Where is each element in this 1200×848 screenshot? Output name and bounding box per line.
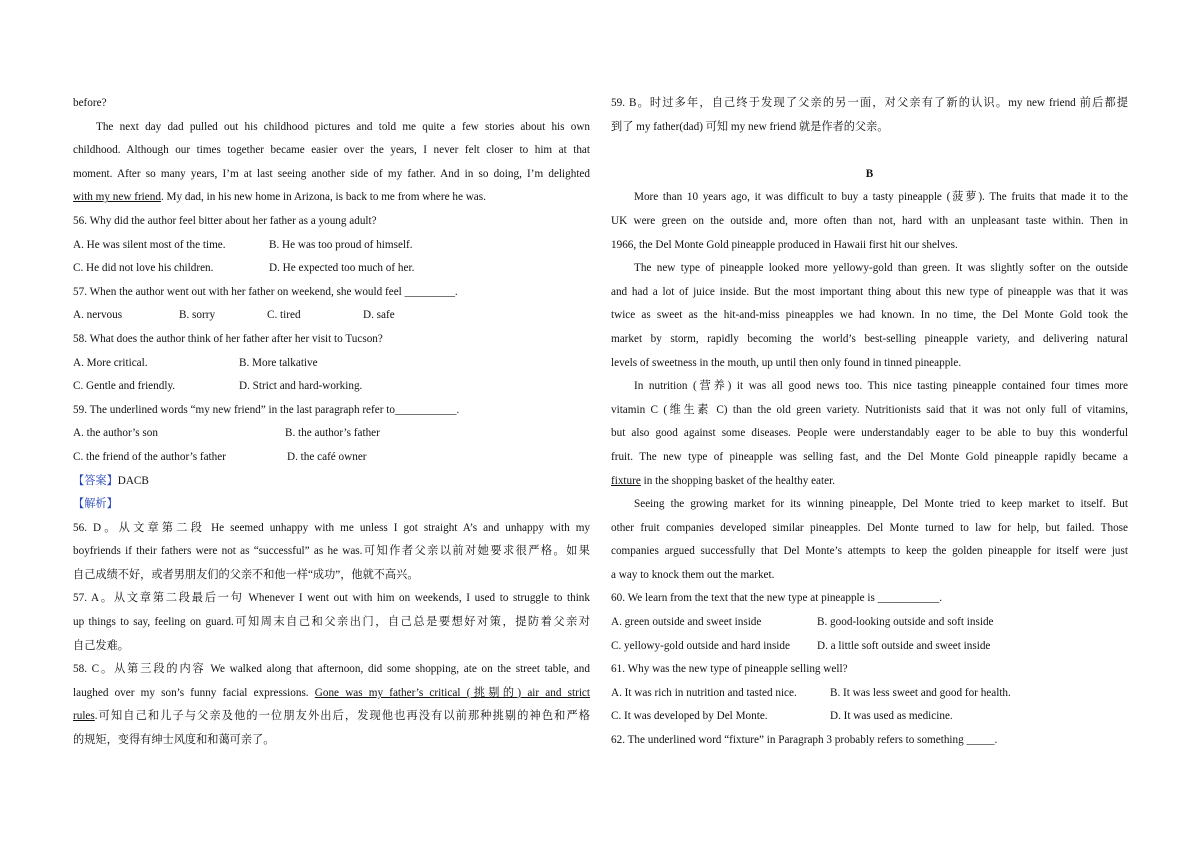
underlined-word: fixture	[611, 474, 641, 487]
question-61-options-row	[611, 705, 1128, 729]
explanation-line: 56. D。从文章第二段 He seemed unhappy with me unless I got straight A’s and unhappy with my	[73, 521, 590, 534]
option-d: D. the café owner	[287, 450, 367, 463]
question-60-stem: 60. We learn from the text that the new type at pineapple is ___________.	[611, 592, 943, 605]
passage-line: Seeing the growing market for its winning pineapple, Del Monte tried to keep market to itself. But	[634, 498, 1128, 511]
explanation-line: 到了 my father(dad) 可知 my new friend 就是作者的父亲。	[611, 120, 889, 133]
explanation-line: 自己发难。	[73, 639, 129, 652]
explanation-line: 58. C。从第三段的内容 We walked along that afternoon, did some shopping, ate on the street table, and	[73, 663, 590, 676]
explanation-line: rules.可知自己和儿子与父亲及他的一位朋友外出后，发现他也再没有以前那种挑剔的神色和严格	[73, 710, 590, 723]
option-c: C. yellowy-gold outside and hard inside	[611, 639, 790, 652]
option-d: D. Strict and hard-working.	[239, 380, 363, 393]
explanation-line: 的规矩，变得有绅士风度和和蔼可亲了。	[73, 734, 275, 747]
explanation-line: boyfriends if their fathers were not as “successful” as he was.可知作者父亲以前对她要求很严格。如果	[73, 545, 590, 558]
option-c: C. It was developed by Del Monte.	[611, 710, 768, 723]
option-d: D. a little soft outside and sweet inside	[817, 639, 991, 652]
passage-line: fixture in the shopping basket of the healthy eater.	[611, 474, 836, 487]
underlined-phrase: Gone was my father’s critical (挑剔的) air and strict	[314, 686, 590, 699]
section-heading: B	[865, 167, 874, 180]
question-58-options-row	[73, 375, 590, 399]
option-a: A. It was rich in nutrition and tasted nice.	[611, 686, 797, 699]
question-61-options-row	[611, 682, 1128, 706]
passage-line: fruit. The new type of pineapple was selling fast, and the Del Monte Gold pineapple rapidly became a	[611, 450, 1128, 463]
option-b: B. the author’s father	[285, 427, 380, 440]
explanation-line: laughed over my son’s funny facial expressions. Gone was my father’s critical (挑剔的) air and strict	[73, 686, 590, 699]
passage-line: twice as sweet as the hit-and-miss pineapples we had known. In no time, the Del Monte Gold took the	[611, 309, 1128, 322]
explanation-line: 57. A。从文章第二段最后一句 Whenever I went out with him on weekends, I used to struggle to think	[73, 592, 590, 605]
question-60-options-row	[611, 611, 1128, 635]
option-a: A. nervous	[73, 309, 123, 322]
passage-line: UK were green on the outside and, more often than not, hard with an unpleasant taste within. Then in	[611, 214, 1128, 227]
passage-line: market by storm, rapidly becoming the world’s best-selling pineapple variety, and delivering natural	[611, 332, 1128, 345]
option-a: A. More critical.	[73, 356, 148, 369]
question-59-options-row	[73, 446, 590, 470]
option-c: C. Gentle and friendly.	[73, 380, 176, 393]
passage-line: with my new friend. My dad, in his new home in Arizona, is back to me from where he was.	[73, 191, 486, 204]
option-c: C. the friend of the author’s father	[73, 450, 226, 463]
option-b: B. It was less sweet and good for health.	[830, 686, 1011, 699]
option-b: B. sorry	[179, 309, 216, 322]
passage-line: The new type of pineapple looked more yellowy-gold than green. It was slightly softer on the outside	[634, 262, 1128, 275]
passage-line: moment. After so many years, I’m at last seeing another side of my father. And in so doing, I’m delighted	[73, 167, 590, 180]
question-59-options-row	[73, 422, 590, 446]
explanation-line: 59. B。时过多年，自己终于发现了父亲的另一面，对父亲有了新的认识。my new friend 前后都提	[611, 97, 1128, 109]
passage-line: other fruit companies developed similar pineapples. Del Monte turned to law for help, but failed. Those	[611, 521, 1128, 534]
passage-line: but also good against some diseases. People were understandably eager to be able to buy this wonderful	[611, 427, 1128, 440]
question-59-stem: 59. The underlined words “my new friend” in the last paragraph refer to___________.	[73, 403, 460, 416]
option-c: C. He did not love his children.	[73, 262, 214, 275]
passage-line: 1966, the Del Monte Gold pineapple produced in Hawaii first hit our shelves.	[611, 238, 958, 251]
answer-label: 【答案】	[73, 474, 118, 487]
answer-line	[73, 470, 590, 494]
spacer	[611, 139, 1128, 163]
explanation-line: up things to say, feeling on guard.可知周末自己和父亲出门，自己总是要想好对策，提防着父亲对	[73, 616, 590, 629]
passage-line: and had a lot of juice inside. But the most important thing about this new type of pineapple was that it was	[611, 285, 1128, 298]
question-60-options-row	[611, 635, 1128, 659]
question-62-stem: 62. The underlined word “fixture” in Paragraph 3 probably refers to something _____.	[611, 734, 998, 747]
question-58-stem: 58. What does the author think of her father after her visit to Tucson?	[73, 332, 383, 345]
question-58-options-row	[73, 352, 590, 376]
answer-value: DACB	[117, 474, 149, 487]
option-d: D. He expected too much of her.	[269, 262, 415, 275]
question-61-stem: 61. Why was the new type of pineapple selling well?	[611, 663, 848, 676]
passage-line: childhood. Although our times together became easier over the years, I never felt closer to him at that	[73, 144, 590, 157]
option-a: A. green outside and sweet inside	[611, 616, 762, 629]
passage-line: a way to knock them out the market.	[611, 568, 775, 581]
passage-line: levels of sweetness in the mouth, up until then only found in tinned pineapple.	[611, 356, 962, 369]
option-a: A. the author’s son	[73, 427, 158, 440]
analysis-label: 【解析】	[73, 498, 118, 511]
passage-line: More than 10 years ago, it was difficult to buy a tasty pineapple (菠萝). The fruits that made it to the	[634, 191, 1128, 204]
option-d: D. safe	[363, 309, 395, 322]
option-d: D. It was used as medicine.	[830, 710, 953, 723]
passage-line: The next day dad pulled out his childhood pictures and told me quite a few stories about his own	[96, 120, 590, 133]
right-column	[611, 92, 1128, 753]
passage-line: vitamin C (维生素 C) than the old green variety. Nutritionists said that it was not only full of vitamins,	[611, 403, 1128, 416]
option-b: B. More talkative	[239, 356, 318, 369]
passage-line: companies argued successfully that Del Monte’s attempts to keep the golden pineapple for itself were just	[611, 545, 1128, 558]
option-b: B. He was too proud of himself.	[269, 238, 413, 251]
passage-line: before?	[73, 97, 107, 109]
question-57-options-row	[73, 304, 590, 328]
underlined-phrase: rules	[73, 710, 95, 723]
passage-line: In nutrition (营养) it was all good news too. This nice tasting pineapple contained four times more	[634, 380, 1128, 393]
question-57-stem: 57. When the author went out with her father on weekend, she would feel _________.	[73, 285, 458, 298]
question-56-options-row	[73, 234, 590, 258]
question-56-stem: 56. Why did the author feel bitter about her father as a young adult?	[73, 214, 377, 227]
option-c: C. tired	[267, 309, 301, 322]
question-56-options-row	[73, 257, 590, 281]
underlined-phrase: with my new friend	[73, 191, 161, 204]
left-column	[73, 92, 590, 753]
explanation-line: 自己成绩不好，或者男朋友们的父亲不和他一样“成功”，他就不高兴。	[73, 568, 419, 581]
option-b: B. good-looking outside and soft inside	[817, 616, 994, 629]
option-a: A. He was silent most of the time.	[73, 238, 226, 251]
